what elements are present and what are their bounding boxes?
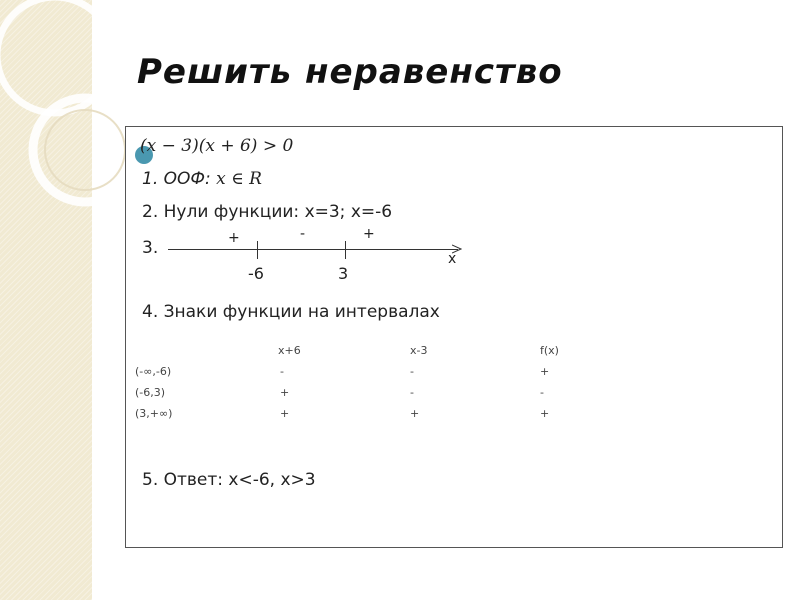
table-header: x+6 [278,344,301,357]
table-header: f(x) [540,344,559,357]
tick-label-minus-6: -6 [248,264,264,283]
table-interval: (-∞,-6) [135,365,172,378]
step-1 [142,169,262,189]
sign-interval-3: + [363,226,375,242]
step-4: 4. Знаки функции на интервалах [142,302,440,322]
step-1-expression: x ∈ R [216,169,262,189]
step-2: 2. Нули функции: x=3; x=-6 [142,202,393,222]
table-cell: + [410,407,420,420]
table-header: x-3 [410,344,428,357]
slide-title: Решить неравенство [137,52,563,92]
step-5-answer: 5. Ответ: x<-6, x>3 [142,470,316,490]
table-cell: - [280,365,284,378]
number-line-axis [168,249,458,250]
table-cell: + [540,407,550,420]
table-cell: + [540,365,550,378]
step-3-label: 3. [142,238,159,258]
inequality-expression: (x − 3)(x + 6) > 0 [140,136,294,156]
table-cell: - [410,386,414,399]
table-cell: - [540,386,544,399]
table-interval: (-6,3) [135,386,166,399]
tick-3 [345,241,346,259]
axis-label-x: x [448,251,457,267]
table-cell: + [280,407,290,420]
sign-interval-2: - [300,226,306,242]
step-1-label: 1. ООФ: [142,169,211,189]
tick-label-3: 3 [338,264,349,283]
table-cell: - [410,365,414,378]
table-interval: (3,+∞) [135,407,173,420]
table-cell: + [280,386,290,399]
sign-interval-1: + [228,230,240,246]
tick-minus-6 [257,241,258,259]
